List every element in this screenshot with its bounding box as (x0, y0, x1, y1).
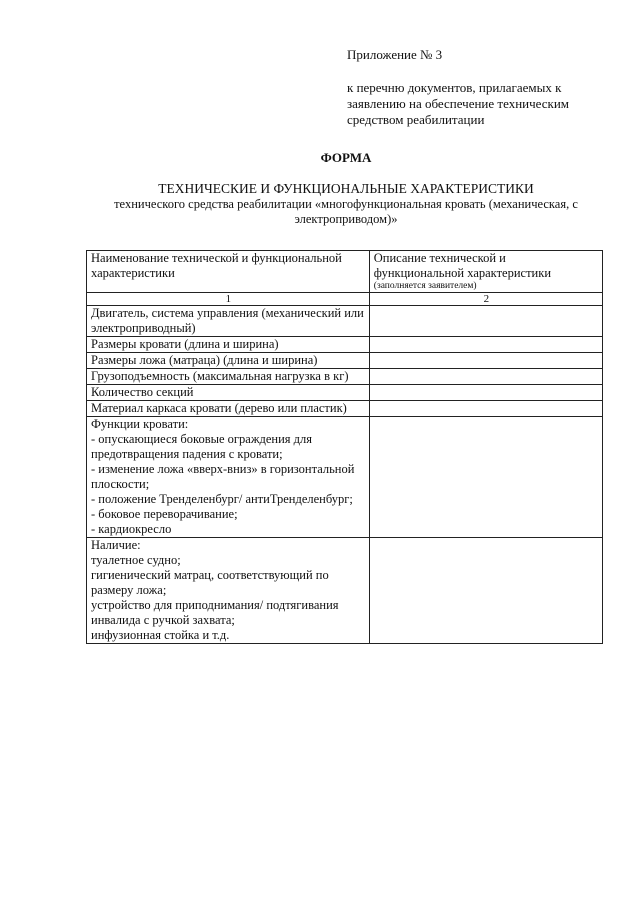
row-name: Количество секций (87, 385, 370, 401)
row-name: Двигатель, система управления (механический или электроприводный) (87, 306, 370, 337)
availability-item: устройство для приподнимания/ подтягивания инвалида с ручкой захвата; (91, 598, 339, 627)
function-item: - боковое переворачивание; (91, 507, 238, 521)
row-value-field[interactable] (369, 385, 602, 401)
table-row (87, 337, 603, 353)
row-name: Наличие: (91, 538, 141, 552)
row-value-field[interactable] (369, 337, 602, 353)
row-value-field[interactable] (369, 401, 602, 417)
row-name: Грузоподъемность (максимальная нагрузка в кг) (87, 369, 370, 385)
column-number-2: 2 (369, 293, 602, 306)
row-value-field[interactable] (369, 306, 602, 337)
characteristics-title: ТЕХНИЧЕСКИЕ И ФУНКЦИОНАЛЬНЫЕ ХАРАКТЕРИСТИКИ (158, 181, 534, 196)
row-name-availability (87, 538, 370, 644)
column-number-1: 1 (87, 293, 370, 306)
form-title: ФОРМА (320, 150, 372, 165)
row-name-functions (87, 417, 370, 538)
function-item: - положение Тренделенбург/ антиТренделенбург; (91, 492, 353, 506)
availability-item: туалетное судно; (91, 553, 181, 567)
row-value-field[interactable] (369, 538, 602, 644)
table-row (87, 306, 603, 337)
table-row (87, 538, 603, 644)
function-item: - изменение ложа «вверх-вниз» в горизонтальной плоскости; (91, 462, 355, 491)
characteristics-table (86, 250, 603, 644)
availability-item: инфузионная стойка и т.д. (91, 628, 230, 642)
appendix-description: к перечню документов, прилагаемых к заявлению на обеспечение техническим средством реабилитации (347, 80, 570, 127)
column-header-name: Наименование технической и функциональной характеристики (87, 251, 370, 293)
table-row (87, 385, 603, 401)
column-header-description (369, 251, 602, 293)
row-value-field[interactable] (369, 417, 602, 538)
table-row (87, 401, 603, 417)
table-header-row (87, 251, 603, 293)
function-item: - опускающиеся боковые ограждения для предотвращения падения с кровати; (91, 432, 312, 461)
row-name: Материал каркаса кровати (дерево или пластик) (87, 401, 370, 417)
availability-item: гигиенический матрац, соответствующий по размеру ложа; (91, 568, 329, 597)
column-number-row (87, 293, 603, 306)
row-name: Размеры кровати (длина и ширина) (87, 337, 370, 353)
row-name: Размеры ложа (матраца) (длина и ширина) (87, 353, 370, 369)
table-row (87, 417, 603, 538)
row-value-field[interactable] (369, 353, 602, 369)
table-row (87, 369, 603, 385)
row-name: Функции кровати: (91, 417, 189, 431)
column-header-description-label: Описание технической и функциональной характеристики (373, 251, 552, 280)
appendix-number: Приложение № 3 (347, 47, 443, 62)
characteristics-subtitle: технического средства реабилитации «многофункциональная кровать (механическая, с электроприводом)» (114, 197, 578, 226)
table-row (87, 353, 603, 369)
row-value-field[interactable] (369, 369, 602, 385)
function-item: - кардиокресло (91, 522, 172, 536)
column-header-note: (заполняется заявителем) (373, 281, 477, 291)
